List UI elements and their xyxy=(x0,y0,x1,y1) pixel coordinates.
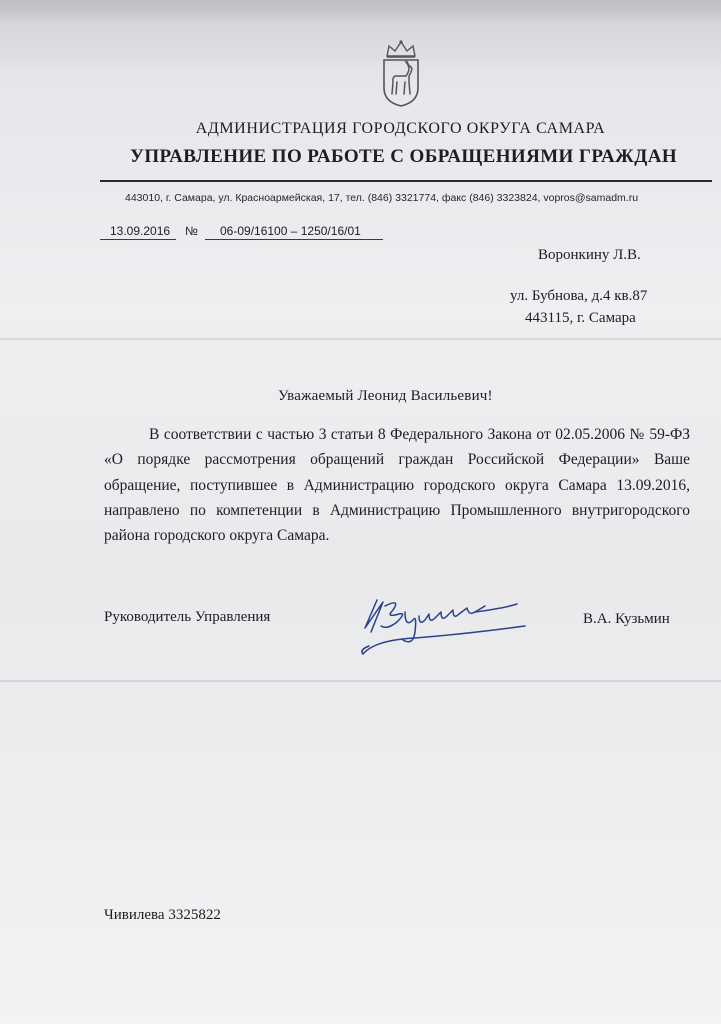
registration-date: 13.09.2016 xyxy=(110,224,171,238)
letter-greeting: Уважаемый Леонид Васильевич! xyxy=(278,388,493,404)
contact-address: 443010, г. Самара, ул. Красноармейская, 17, тел. (846) 3321774, факс (846) 3323824, vopros@samadm.ru xyxy=(125,192,639,204)
department-title: УПРАВЛЕНИЕ ПО РАБОТЕ С ОБРАЩЕНИЯМИ ГРАЖДАН xyxy=(130,146,678,167)
signer-position: Руководитель Управления xyxy=(104,609,271,625)
registration-number-underline xyxy=(205,239,383,240)
fold-line xyxy=(0,680,721,682)
signature-strokes xyxy=(362,600,525,654)
header-divider xyxy=(100,180,712,182)
executor-contact: Чивилева 3325822 xyxy=(104,907,221,923)
recipient-name: Воронкину Л.В. xyxy=(538,247,641,263)
letter-body: В соответствии с частью 3 статьи 8 Федерального Закона от 02.05.2006 № 59-ФЗ «О порядке рассмотрения обращений граждан Российской Федерации» Ваше обращение, поступившее в Администрацию городского округа Самара 13.09.2016, направлено по компетенции в Администрацию Промышленного внутригородского района городского округа Самара. xyxy=(104,426,690,545)
organization-title: АДМИНИСТРАЦИЯ ГОРОДСКОГО ОКРУГА САМАРА xyxy=(195,120,606,137)
recipient-city: 443115, г. Самара xyxy=(525,310,636,326)
samara-coat-of-arms-icon xyxy=(378,38,424,108)
registration-number: 06-09/16100 – 1250/16/01 xyxy=(220,224,361,238)
signer-name: В.А. Кузьмин xyxy=(583,611,670,627)
recipient-street: ул. Бубнова, д.4 кв.87 xyxy=(510,288,648,304)
registration-number-label: № xyxy=(185,224,198,238)
fold-line xyxy=(0,338,721,340)
paper-edge xyxy=(0,0,721,24)
registration-date-underline xyxy=(100,239,176,240)
handwritten-signature xyxy=(355,588,530,668)
